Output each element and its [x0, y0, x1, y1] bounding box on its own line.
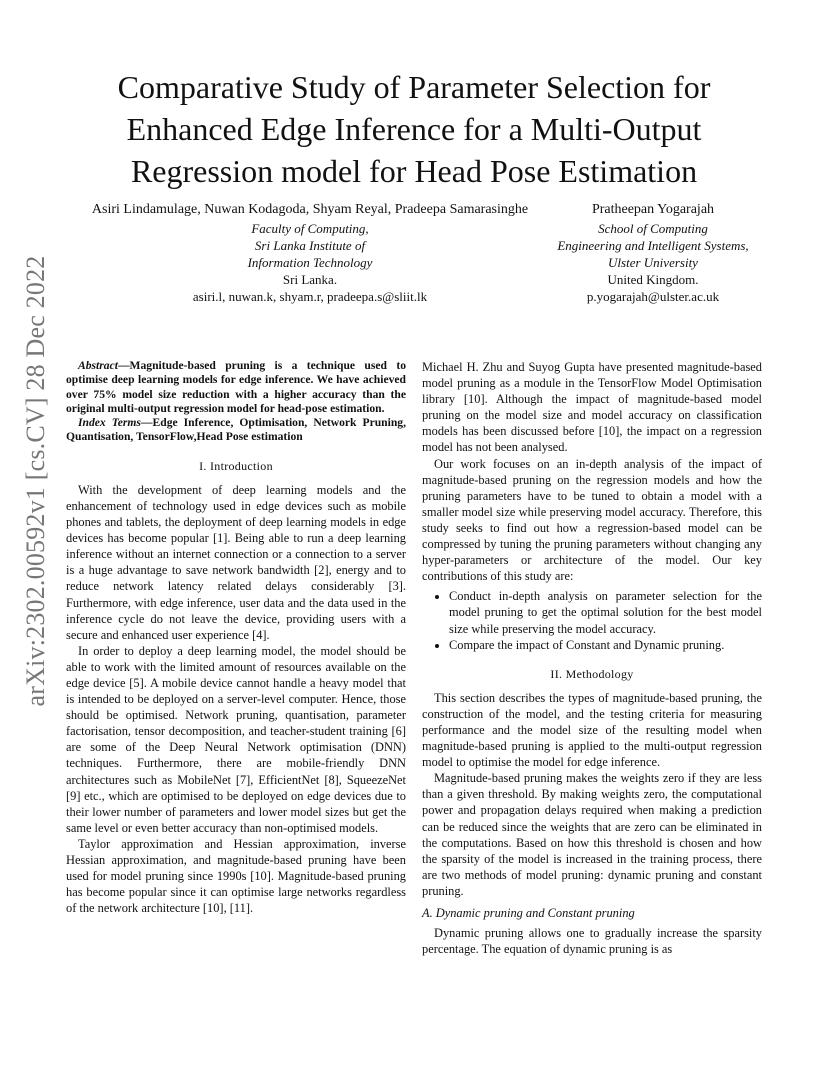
author-block-right	[540, 201, 766, 305]
title-line: Regression model for Head Pose Estimation	[130, 153, 698, 189]
index-terms	[66, 416, 406, 445]
author-institution: Ulster University	[608, 255, 698, 270]
left-column	[66, 359, 406, 916]
arxiv-identifier-text: arXiv:2302.00592v1 [cs.CV] 28 Dec 2022	[21, 255, 50, 706]
abstract-lead: Abstract	[78, 359, 118, 372]
abstract-text: —Magnitude-based pruning is a technique used to optimise deep learning models for edge inference. We have achieved over 75% model size reduction with a higher accuracy than the original multi-output regression model for head-pose estimation.	[66, 359, 406, 415]
paragraph: With the development of deep learning models and the enhancement of technology used in edge devices such as mobile phones and tablets, the deployment of deep learning models in edge devices has become popular [1]. Being able to run a deep learning inference without an internet connection or a connection to a server is a huge advantage to save network bandwidth [2], energy and to reduce network latency related delays considerably [3]. Furthermore, with edge inference, user data and the data used in the inference cycle do not leave the device, providing users with a secure and enhanced user experience [4].	[66, 482, 406, 642]
title-line: Enhanced Edge Inference for a Multi-Output	[126, 111, 702, 147]
paragraph: This section describes the types of magnitude-based pruning, the construction of the model, and the testing criteria for measuring performance and the model size of the resulting model when magnitude-based pruning is applied to the multi-output regression model to optimise the model for edge inference.	[422, 690, 762, 770]
author-institution: Engineering and Intelligent Systems,	[557, 238, 749, 253]
list-item: • Conduct in-depth analysis on parameter selection for the model pruning to get the optimal solution for the best model size while preserving the model accuracy.	[449, 588, 762, 636]
author-department: School of Computing	[598, 221, 708, 236]
paragraph: Taylor approximation and Hessian approximation, inverse Hessian approximation, and magnitude-based pruning have been used for model pruning since 1990s [10]. Magnitude-based pruning has become popular since it can optimise large networks regardless of the network architecture [10], [11].	[66, 836, 406, 916]
paper-title	[80, 66, 748, 192]
right-column	[422, 359, 762, 957]
index-terms-text: —Edge Inference, Optimisation, Network Pruning, Quantisation, TensorFlow,Head Pose estimation	[66, 416, 406, 444]
paragraph: Our work focuses on an in-depth analysis of the impact of magnitude-based pruning on the regression models and how the pruning parameters have to be tuned to obtain a model with a smaller model size while preserving model accuracy. Therefore, this study seeks to find out how a regression-based model can be compressed by tuning the pruning parameters without changing any hyper-parameters or architecture of the model. Our key contributions of this study are:	[422, 456, 762, 584]
arxiv-identifier	[18, 255, 54, 706]
author-institution: Information Technology	[247, 255, 373, 270]
title-line: Comparative Study of Parameter Selection for	[117, 69, 711, 105]
paragraph: Dynamic pruning allows one to gradually increase the sparsity percentage. The equation of dynamic pruning is as	[422, 926, 762, 957]
author-department: Faculty of Computing,	[251, 221, 369, 236]
author-names: Pratheepan Yogarajah	[591, 202, 715, 217]
author-country: Sri Lanka.	[282, 272, 338, 287]
section-heading-methodology: II. Methodology	[550, 666, 634, 681]
list-item: • Compare the impact of Constant and Dynamic pruning.	[449, 637, 762, 653]
author-email: asiri.l, nuwan.k, shyam.r, pradeepa.s@sliit.lk	[192, 289, 428, 304]
author-names: Asiri Lindamulage, Nuwan Kodagoda, Shyam Reyal, Pradeepa Samarasinghe	[91, 202, 529, 217]
subsection-heading: A. Dynamic pruning and Constant pruning	[422, 906, 635, 920]
abstract	[66, 359, 406, 416]
author-country: United Kingdom.	[607, 272, 699, 287]
paragraph: Michael H. Zhu and Suyog Gupta have presented magnitude-based model pruning as a module in the TensorFlow Model Optimisation library [10]. Although the impact of magnitude-based model pruning on the model size and model accuracy on classification models has been discussed before [10], the impact on a regression model has not been analysed.	[422, 360, 762, 455]
author-email: p.yogarajah@ulster.ac.uk	[586, 289, 720, 304]
section-heading-introduction: I. Introduction	[199, 458, 273, 473]
index-terms-lead: Index Terms	[78, 416, 141, 430]
paragraph: Magnitude-based pruning makes the weights zero if they are less than a given threshold. By making weights zero, the computational power and propagation delays required when making a prediction can be reduced since the weights that are zero can be eliminated in the computations. Based on how this threshold is chosen and how the sparsity of the model is increased in the training process, there are two methods of model pruning: dynamic pruning and constant pruning.	[422, 771, 762, 898]
paragraph: In order to deploy a deep learning model, the model should be able to work with the limited amount of resources available on the edge device [5]. A mobile device cannot handle a heavy model that is intended to be deployed on a server-level computer. Hence, those should be optimised. Network pruning, quantisation, parameter factorisation, tensor decomposition, and teacher-student training [6] are some of the Deep Neural Network optimisation (DNN) techniques. Furthermore, there are mobile-friendly DNN architectures such as MobileNet [7], EfficientNet [8], SqueezeNet [9] etc., which are optimised to be deployed on edge devices due to their lower number of parameters and lower model sizes but get the same level or even better accuracy than non-optimised models.	[66, 643, 406, 835]
author-institution: Sri Lanka Institute of	[254, 238, 366, 253]
author-block-left	[60, 201, 560, 305]
contributions-list	[422, 588, 762, 652]
